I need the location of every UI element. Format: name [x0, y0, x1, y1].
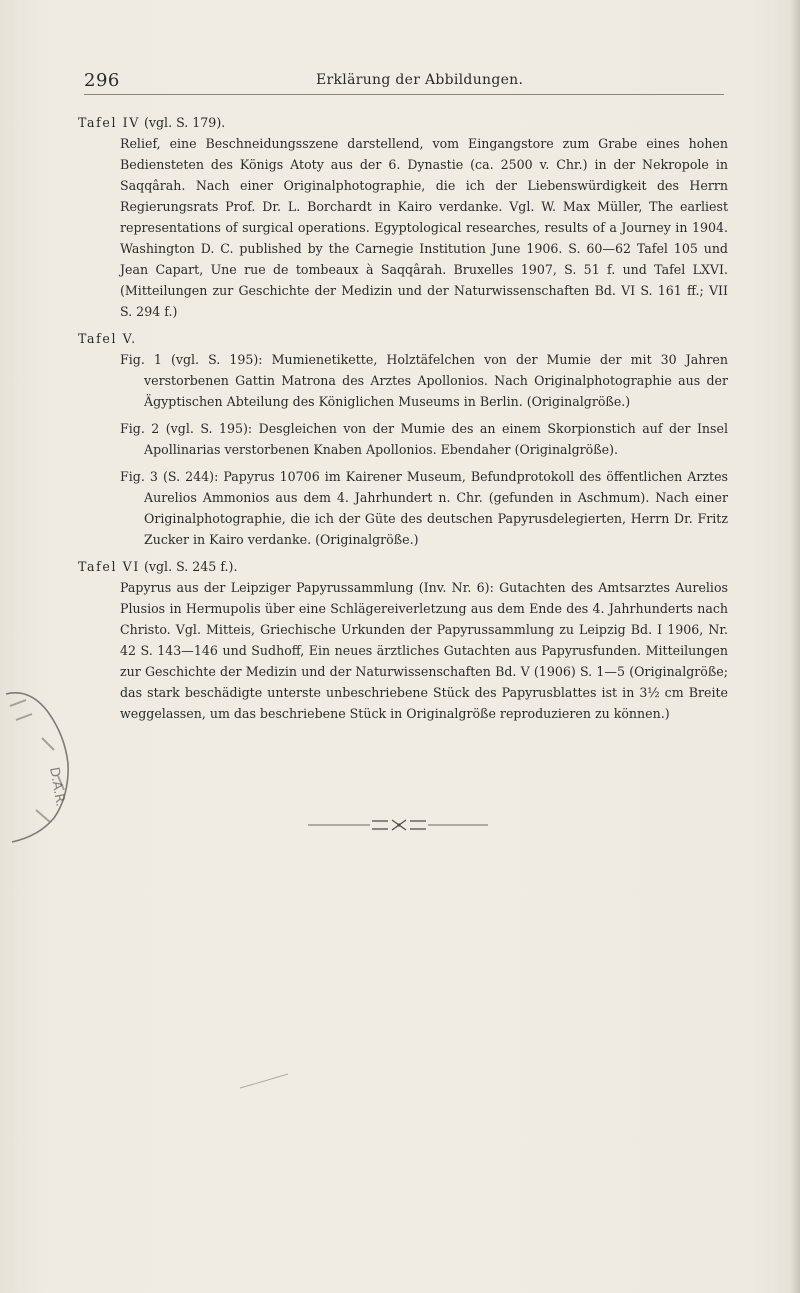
figure-caption-text: Fig. 3 (S. 244): Papyrus 10706 im Kairener Museum, Befundprotokoll des öffentlichen Arztes Aurelios Ammonios aus dem 4. Jahrhundert n. Chr. (gefunden in Aschmum). Nach einer Originalphotographie, die ich der Güte des deutschen Papyrusdelegierten, Herrn Dr. Fritz Zucker in Kairo verdanke. (Originalgröße.)	[120, 469, 728, 547]
plate-entry-v	[78, 328, 728, 550]
running-head	[84, 70, 724, 95]
plate-reference: (vgl. S. 245 f.).	[143, 559, 238, 574]
figure-caption-text: Fig. 2 (vgl. S. 195): Desgleichen von der Mumie des an einem Skorpionstich auf der Insel Apollinarias verstorbenen Knaben Apollonios. Ebendaher (Originalgröße).	[120, 421, 728, 457]
plate-label: Tafel VI	[78, 559, 140, 574]
plate-heading	[78, 556, 728, 577]
plate-label: Tafel V.	[78, 331, 137, 346]
figure-caption-text: Fig. 1 (vgl. S. 195): Mumienetikette, Holztäfelchen von der Mumie der mit 30 Jahren verstorbenen Gattin Matrona des Arztes Apollonios. Nach Originalphotographie aus der Ägyptischen Abteilung des Königlichen Museums in Berlin. (Originalgröße.)	[120, 352, 728, 409]
closing-ornament	[308, 818, 488, 832]
plate-label: Tafel IV	[78, 115, 140, 130]
figure-caption-1	[120, 349, 728, 412]
header-title: Erklärung der Abbildungen.	[316, 72, 524, 88]
plate-entry-vi	[78, 556, 728, 724]
plate-heading	[78, 328, 728, 349]
plate-heading	[78, 112, 728, 133]
page-body	[78, 112, 728, 730]
plate-reference: (vgl. S. 179).	[143, 115, 226, 130]
svg-text:D.A.R.: D.A.R.	[46, 766, 68, 808]
figure-caption-3	[120, 466, 728, 550]
plate-description: Papyrus aus der Leipziger Papyrussammlung (Inv. Nr. 6): Gutachten des Amtsarztes Aurelios Plusios in Hermupolis über eine Schlägereiverletzung aus dem Ende des 4. Jahrhunderts nach Christo. Vgl. Mitteis, Griechische Urkunden der Papyrussammlung zu Leipzig Bd. I 1906, Nr. 42 S. 143—146 und Sudhoff, Ein neues ärztliches Gutachten aus Papyrusfunden. Mitteilungen zur Geschichte der Medizin und der Naturwissenschaften Bd. V (1906) S. 1—5 (Originalgröße; das stark beschädigte unterste unbeschriebene Stück des Papyrusblattes ist in 3½ cm Breite weggelassen, um das beschriebene Stück in Originalgröße reproduzieren zu können.)	[120, 580, 728, 721]
figure-caption-2	[120, 418, 728, 460]
page-edge-shadow	[790, 0, 800, 1293]
plate-description: Relief, eine Beschneidungsszene darstellend, vom Eingangstore zum Grabe eines hohen Bediensteten des Königs Atoty aus der 6. Dynastie (ca. 2500 v. Chr.) in der Nekropole in Saqqârah. Nach einer Originalphotographie, die ich der Liebenswürdigkeit des Herrn Regierungsrats Prof. Dr. L. Borchardt in Kairo verdanke. Vgl. W. Max Müller, The earliest representations of surgical operations. Egyptological researches, results of a Journey in 1904. Washington D. C. published by the Carnegie Institution June 1906. S. 60—62 Tafel 105 und Jean Capart, Une rue de tombeaux à Saqqârah. Bruxelles 1907, S. 51 f. und Tafel LXVI. (Mitteilungen zur Geschichte der Medizin und der Naturwissenschaften Bd. VI S. 161 ff.; VII S. 294 f.)	[120, 136, 728, 319]
plate-entry-iv	[78, 112, 728, 322]
ink-mark	[236, 1066, 296, 1096]
page-number: 296	[84, 70, 120, 91]
library-stamp-icon	[2, 680, 72, 850]
